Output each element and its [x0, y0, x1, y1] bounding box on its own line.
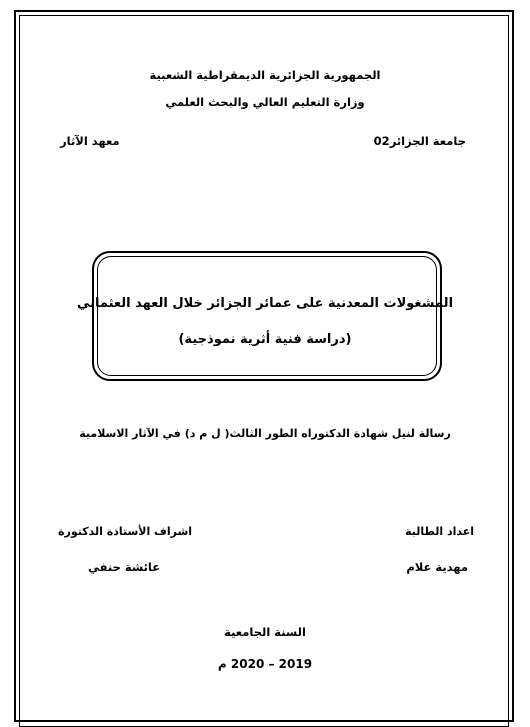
degree-statement: رسالة لنيل شهادة الدكتوراه الطور الثالث( ل م د) في الآثار الاسلامية [79, 427, 451, 440]
student-label: اعداد الطالبة [405, 525, 474, 538]
ministry-heading: وزارة التعليم العالي والبحث العلمي [165, 95, 365, 109]
republic-heading: الجمهورية الجزائرية الديمقراطية الشعبية [149, 68, 381, 82]
university-name: جامعة الجزائر02 [373, 134, 466, 148]
student-name: مهدية علام [406, 560, 468, 574]
academic-year-label: السنة الجامعية [224, 625, 306, 639]
institute-name: معهد الآثار [60, 134, 120, 148]
thesis-title: المشغولات المعدنية على عمائر الجزائر خلال العهد العثماني [76, 296, 454, 311]
supervisor-name: عائشة حنفي [88, 560, 161, 574]
thesis-subtitle: (دراسة فنية أثرية نموذجية) [178, 332, 352, 347]
title-box-inner [97, 256, 437, 376]
academic-year: 2019 – 2020 م [217, 657, 313, 671]
supervisor-label: اشراف الأستاذة الدكتورة [58, 525, 193, 538]
